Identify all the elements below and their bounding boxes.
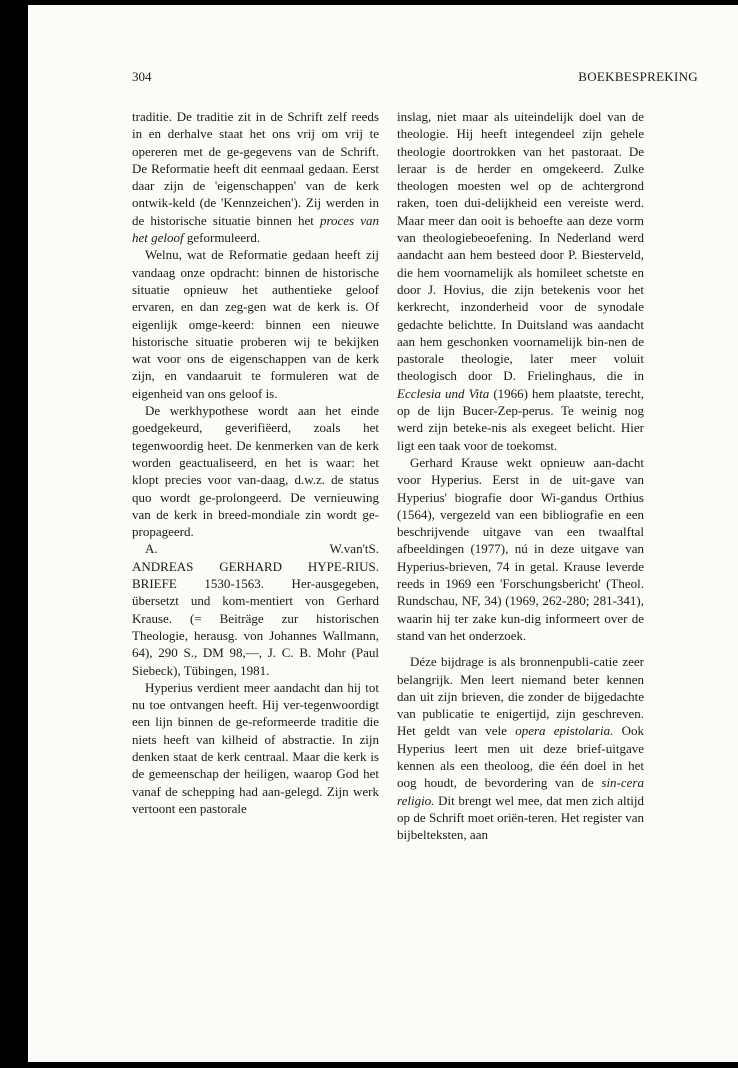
review-heading (132, 558, 379, 679)
page-number: 304 (132, 69, 152, 84)
signature-initial: A. (145, 541, 158, 557)
review-book-details: BRIEFE 1530-1563. Her-ausgegeben, übersetzt und kom-mentiert von Gerhard Krause. (= Beiträge zur historischen Theologie, herausg. von Johannes Wallmann, 64), 290 S., DM 98,—, J. C. B. Mohr (Paul Siebeck), Tübingen, 1981. (132, 576, 379, 678)
right-column (397, 108, 644, 843)
review-book-title: ANDREAS GERHARD HYPE-RIUS. (132, 558, 379, 574)
paragraph: Welnu, wat de Reformatie gedaan heeft zij vandaag onze opdracht: binnen de historische situatie opnieuw het authentieke geloof ervaren, en dan zeg-gen wat de kerk is. Of eigenlijk omge-keerd: binnen een nieuwe historische situatie proberen wij te bekijken wat voor ons de eigenschappen van de kerk zijn, en vandaaruit te formuleren wat de eigenheid van ons geloof is. (132, 247, 379, 401)
page-header (132, 69, 698, 85)
signature-author: W.van'tS. (329, 541, 379, 557)
paragraph: traditie. De traditie zit in de Schrift zelf reeds in en derhalve staat het ons vrij om vrij te opereren met de ge-gegevens van de Schrift. De Reformatie heeft dit eenmaal gedaan. Eerst daar zijn de 'eigenschappen' van de kerk ontwik-keld (de 'Kennzeichen'). Zij werden in de historische situatie binnen het proces van het geloof geformuleerd. (132, 109, 379, 246)
running-title: BOEKBESPREKING (578, 69, 698, 84)
paragraph: Gerhard Krause wekt opnieuw aan-dacht voor Hyperius. Eerst in de uit-gave van Hyperius' biografie door Wi-gandus Orthius (1564), vergezeld van een bibliografie en een beschrijvende uitgave van een twaalftal afbeeldingen (1977), nú in deze uitgave van Hyperius-brieven, 74 in getal. Krause leverde reeds in 1969 een 'Forschungsbericht' (Theol. Rundschau, NF, 34) (1969, 262-280; 281-341), waarin hij ter zake kun-dig informeert over de stand van het onderzoek. (397, 454, 644, 643)
paragraph: De werkhypothese wordt aan het einde goedgekeurd, geverifiëerd, zoals het tegenwoordig heet. De kenmerken van de kerk worden geactualiseerd, en het is waar: het klopt precies voor van-daag, d.w.z. de status quo wordt ge-prolongeerd. De vernieuwing van de kerk in breed-mondiale zin wordt ge-propageerd. (132, 403, 379, 540)
paragraph: inslag, niet maar als uiteindelijk doel van de theologie. Hij heeft integendeel zijn gehele theologie doortrokken van het pastoraat. De leraar is de herder en omgekeerd. Zulke theologen moesten wel op de achtergrond raken, toen dui-delijkheid een vereiste werd. Maar meer dan ooit is behoefte aan deze vorm van theologiebeoefening. In Nederland werd aandacht aan hem besteed door P. Biesterveld, die hem voornamelijk als homileet schetste en door J. Hovius, die zijn betekenis voor het kerkrecht, inzonderheid voor de synodale gedachte belichtte. In Duitsland was aandacht aan hem geschonken voornamelijk bin-nen de pastorale theologie, later meer voluit theologisch door D. Frielinghaus, die in Ecclesia und Vita (1966) hem plaatste, terecht, op de lijn Bucer-Zep-perus. Te weinig nog werd zijn beteke-nis als exegeet belicht. Hier ligt een taak voor de toekomst. (397, 109, 645, 453)
paragraph: Hyperius verdient meer aandacht dan hij tot nu toe ontvangen heeft. Hij ver-tegenwoordigt een lijn binnen de ge-reformeerde traditie die niets heeft van kilheid of abstractie. In zijn denken staat de kerk centraal. Maar die kerk is de gemeenschap der heiligen, waarop God het vanaf de schepping had aan-gelegd. Zijn werk vertoont een pastorale (132, 679, 379, 816)
signature-line (132, 540, 379, 557)
book-page (28, 5, 738, 1062)
paragraph: Déze bijdrage is als bronnenpubli-catie zeer belangrijk. Men leert niemand beter kennen dan uit zijn brieven, die zonder de bijgedachte van publicatie te enigertijd, zijn geschreven. Het geldt van vele opera epistolaria. Ook Hyperius leert men uit deze brief-uitgave kennen als een theoloog, die één doel in het oog houdt, de bevordering van de sin-cera religio. Dit brengt wel mee, dat men zich altijd op de Schrift moet oriën-teren. Het register van bijbelteksten, aan (397, 654, 644, 843)
left-column (132, 108, 379, 817)
